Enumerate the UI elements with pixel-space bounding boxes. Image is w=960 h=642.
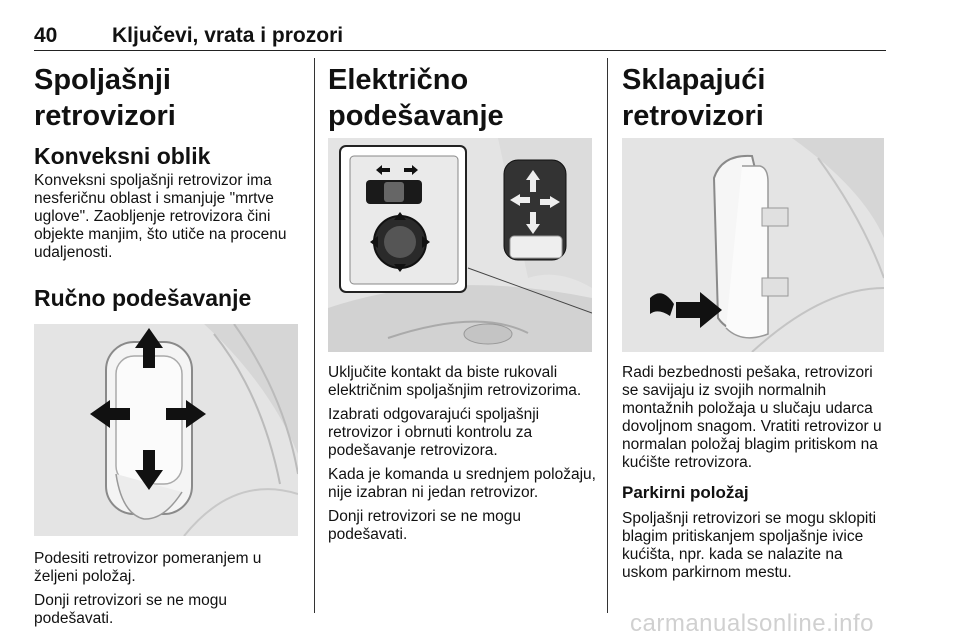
subtitle-convex: Konveksni oblik	[34, 143, 211, 169]
section-title-folding: Sklapajući retrovizori	[622, 64, 766, 132]
arrow-right-icon	[676, 292, 722, 328]
electric-adjustment-illustration	[328, 138, 592, 352]
column-divider	[314, 58, 315, 613]
paragraph-safety: Radi bezbednosti pešaka, retrovizori se savijaju iz svojih normalnih montažnih položaja u slučaju udarca dovoljnom snagom. Vratiti retrovizor u normalan položaj blagim pritiskom na kućište retrovizora.	[622, 364, 882, 471]
watermark: carmanualsonline.info	[630, 610, 874, 637]
page-header	[34, 24, 886, 51]
column-middle	[328, 62, 596, 544]
column-left	[34, 62, 302, 628]
paragraph-middle: Kada je komanda u srednjem položaju, nije izabran ni jedan retrovizor.	[328, 466, 596, 501]
section-title-electric: Električno podešavanje	[328, 64, 504, 132]
paragraph-adjust: Podesiti retrovizor pomeranjem u željeni položaj.	[34, 550, 262, 585]
column-divider	[607, 58, 608, 613]
column-right	[622, 62, 890, 582]
subtitle-manual: Ručno podešavanje	[34, 285, 252, 311]
running-title: Ključevi, vrata i prozori	[112, 24, 344, 47]
folding-mirror-illustration	[622, 138, 884, 352]
paragraph-lower-mirrors: Donji retrovizori se ne mogu podešavati.	[34, 592, 227, 627]
paragraph-select: Izabrati odgovarajući spoljašnji retrovizor i obrnuti kontrolu za podešavanje retrovizora.	[328, 406, 540, 459]
subtitle-parking: Parkirni položaj	[622, 483, 749, 502]
paragraph-lower: Donji retrovizori se ne mogu podešavati.	[328, 508, 521, 543]
section-title-mirrors: Spoljašnji retrovizori	[34, 64, 176, 132]
page-number: 40	[34, 24, 58, 47]
paragraph-parking: Spoljašnji retrovizori se mogu sklopiti blagim pritiskanjem spoljašnje ivice kućišta, npr. kada se nalazite na uskom parkirnom mestu.	[622, 510, 877, 581]
paragraph-convex: Konveksni spoljašnji retrovizor ima nesferičnu oblast i smanjuje "mrtve uglove". Zaobljenje retrovizora čini objekte manjim, što utiče na procenu udaljenosti.	[34, 172, 287, 261]
paragraph-ignition: Uključite kontakt da biste rukovali električnim spoljašnjim retrovizorima.	[328, 364, 582, 399]
manual-adjustment-illustration	[34, 324, 298, 536]
